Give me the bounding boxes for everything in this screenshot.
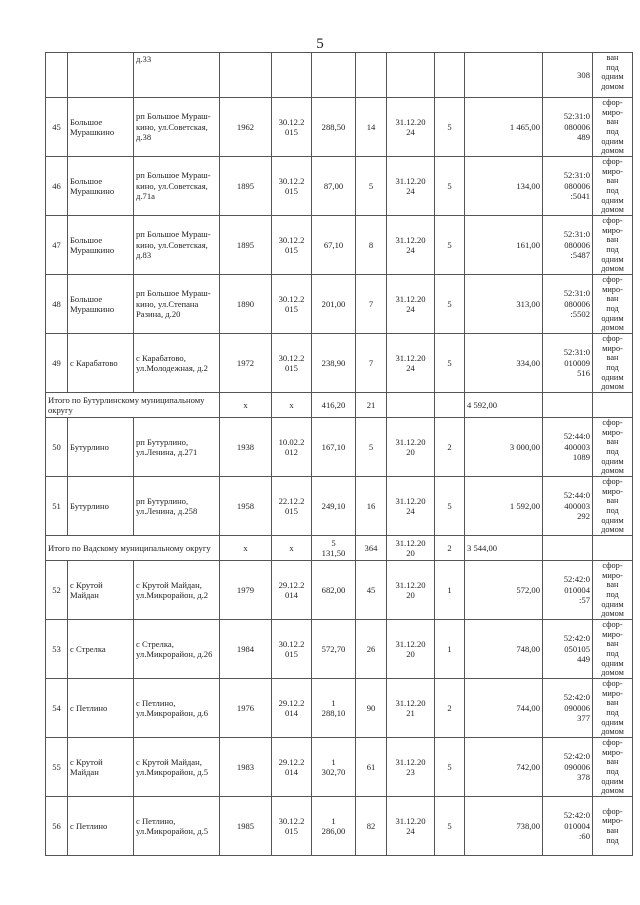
amount-cell: 748,00 xyxy=(465,620,543,679)
note-cell: сфор- миро- ван под xyxy=(593,797,633,856)
settlement-cell: Большое Мурашкино xyxy=(68,157,134,216)
deadline-cell: 31.12.20 24 xyxy=(387,157,435,216)
row-number: 53 xyxy=(46,620,68,679)
deadline-cell: 31.12.20 20 xyxy=(387,620,435,679)
stage-cell: 5 xyxy=(435,797,465,856)
date-cell: 30.12.2 015 xyxy=(272,275,312,334)
settlement-cell: Большое Мурашкино xyxy=(68,275,134,334)
year-cell: 1972 xyxy=(220,334,272,393)
total-residents: 21 xyxy=(356,393,387,418)
residents-cell: 7 xyxy=(356,334,387,393)
cadastral-cell: 52:42:0 010004 :57 xyxy=(543,561,593,620)
residents-cell: 61 xyxy=(356,738,387,797)
area-cell: 67,10 xyxy=(312,216,356,275)
residents-cell: 26 xyxy=(356,620,387,679)
date-cell: 10.02.2 012 xyxy=(272,418,312,477)
date-cell: 29.12.2 014 xyxy=(272,738,312,797)
table-row xyxy=(46,561,633,620)
residents-cell: 7 xyxy=(356,275,387,334)
cadastral-cell: 52:31:0 080006 :5041 xyxy=(543,157,593,216)
table-row xyxy=(46,477,633,536)
year-cell: 1890 xyxy=(220,275,272,334)
cadastral-cell: 52:42:0 050105 449 xyxy=(543,620,593,679)
total-row xyxy=(46,393,633,418)
deadline-cell: 31.12.20 24 xyxy=(387,797,435,856)
table-row xyxy=(46,334,633,393)
residents-cell: 45 xyxy=(356,561,387,620)
address-cell: с Крутой Майдан, ул.Микрорайон, д.2 xyxy=(134,561,220,620)
year-cell: 1895 xyxy=(220,216,272,275)
residents-cell: 8 xyxy=(356,216,387,275)
residents-cell: 14 xyxy=(356,98,387,157)
cadastral-cell: 52:42:0 090006 378 xyxy=(543,738,593,797)
total-amount: 3 544,00 xyxy=(465,536,543,561)
year-cell: 1984 xyxy=(220,620,272,679)
address-cell: с Петлино, ул.Микрорайон, д.5 xyxy=(134,797,220,856)
stage-cell: 5 xyxy=(435,157,465,216)
address-cell: с Петлино, ул.Микрорайон, д.6 xyxy=(134,679,220,738)
cadastral-cell: 52:31:0 080006 :5487 xyxy=(543,216,593,275)
row-number: 51 xyxy=(46,477,68,536)
row-number: 50 xyxy=(46,418,68,477)
amount-cell: 3 000,00 xyxy=(465,418,543,477)
cadastral-cell: 52:44:0 400003 1089 xyxy=(543,418,593,477)
deadline-cell: 31.12.20 21 xyxy=(387,679,435,738)
deadline-cell: 31.12.20 24 xyxy=(387,334,435,393)
stage-cell: 5 xyxy=(435,477,465,536)
stage-cell: 5 xyxy=(435,738,465,797)
amount-cell: 1 465,00 xyxy=(465,98,543,157)
table-row xyxy=(46,418,633,477)
year-cell: 1958 xyxy=(220,477,272,536)
area-cell: 1 302,70 xyxy=(312,738,356,797)
stage-cell: 5 xyxy=(435,216,465,275)
note-cell: сфор- миро- ван под одним домом xyxy=(593,334,633,393)
table-row xyxy=(46,53,633,98)
settlement-cell: с Петлино xyxy=(68,679,134,738)
cadastral-cell: 52:31:0 080006 :5502 xyxy=(543,275,593,334)
residents-cell: 16 xyxy=(356,477,387,536)
date-cell: 30.12.2 015 xyxy=(272,216,312,275)
area-cell: 167,10 xyxy=(312,418,356,477)
area-cell: 572,70 xyxy=(312,620,356,679)
address-cell: рп Бутурлино, ул.Ленина, д.271 xyxy=(134,418,220,477)
area-cell: 238,90 xyxy=(312,334,356,393)
total-x: х xyxy=(272,536,312,561)
total-x: х xyxy=(220,393,272,418)
settlement-cell: с Петлино xyxy=(68,797,134,856)
deadline-cell: 31.12.20 24 xyxy=(387,275,435,334)
table-row xyxy=(46,679,633,738)
total-label: Итого по Бутурлинскому муниципальному округу xyxy=(46,393,220,418)
amount-cell: 161,00 xyxy=(465,216,543,275)
amount-cell: 313,00 xyxy=(465,275,543,334)
note-cell: сфор- миро- ван под одним домом xyxy=(593,679,633,738)
address-cell: рп Большое Мураш- кино, ул.Советская, д.38 xyxy=(134,98,220,157)
address-cell: рп Большое Мураш- кино, ул.Советская, д.71а xyxy=(134,157,220,216)
row-number: 48 xyxy=(46,275,68,334)
stage-cell: 2 xyxy=(435,679,465,738)
table-body xyxy=(46,53,633,856)
deadline-cell: 31.12.20 23 xyxy=(387,738,435,797)
settlement-cell: Большое Мурашкино xyxy=(68,98,134,157)
year-cell: 1938 xyxy=(220,418,272,477)
note-cell: сфор- миро- ван под одним домом xyxy=(593,477,633,536)
amount-cell: 134,00 xyxy=(465,157,543,216)
stage-cell: 5 xyxy=(435,98,465,157)
stage-cell: 5 xyxy=(435,275,465,334)
note-cell: ван под одним домом xyxy=(593,53,633,98)
total-row xyxy=(46,536,633,561)
settlement-cell: с Стрелка xyxy=(68,620,134,679)
address-cell: д.33 xyxy=(134,53,220,98)
address-cell: рп Бутурлино, ул.Ленина, д.258 xyxy=(134,477,220,536)
deadline-cell: 31.12.20 20 xyxy=(387,561,435,620)
table-row xyxy=(46,275,633,334)
note-cell: сфор- миро- ван под одним домом xyxy=(593,216,633,275)
row-number: 55 xyxy=(46,738,68,797)
settlement-cell: Бутурлино xyxy=(68,418,134,477)
total-area: 416,20 xyxy=(312,393,356,418)
residents-cell: 90 xyxy=(356,679,387,738)
year-cell: 1983 xyxy=(220,738,272,797)
deadline-cell: 31.12.20 24 xyxy=(387,98,435,157)
area-cell: 288,50 xyxy=(312,98,356,157)
cadastral-cell: 308 xyxy=(543,53,593,98)
amount-cell: 1 592,00 xyxy=(465,477,543,536)
deadline-cell: 31.12.20 24 xyxy=(387,216,435,275)
date-cell: 30.12.2 015 xyxy=(272,157,312,216)
year-cell: 1979 xyxy=(220,561,272,620)
cadastral-cell: 52:42:0 090006 377 xyxy=(543,679,593,738)
row-number: 52 xyxy=(46,561,68,620)
total-deadline: 31.12.20 20 xyxy=(387,536,435,561)
settlement-cell: с Крутой Майдан xyxy=(68,561,134,620)
table-row xyxy=(46,216,633,275)
area-cell: 1 286,00 xyxy=(312,797,356,856)
note-cell: сфор- миро- ван под одним домом xyxy=(593,561,633,620)
total-label: Итого по Вадскому муниципальному округу xyxy=(46,536,220,561)
stage-cell: 5 xyxy=(435,334,465,393)
row-number: 46 xyxy=(46,157,68,216)
area-cell: 201,00 xyxy=(312,275,356,334)
date-cell: 29.12.2 014 xyxy=(272,561,312,620)
cadastral-cell: 52:31:0 080006 489 xyxy=(543,98,593,157)
area-cell: 1 288,10 xyxy=(312,679,356,738)
stage-cell: 2 xyxy=(435,418,465,477)
residents-cell: 5 xyxy=(356,418,387,477)
deadline-cell: 31.12.20 20 xyxy=(387,418,435,477)
cadastral-cell: 52:44:0 400003 292 xyxy=(543,477,593,536)
address-cell: рп Большое Мураш- кино, ул.Советская, д.83 xyxy=(134,216,220,275)
total-area: 5 131,50 xyxy=(312,536,356,561)
housing-table xyxy=(45,52,633,856)
table-row xyxy=(46,797,633,856)
stage-cell: 1 xyxy=(435,561,465,620)
amount-cell: 744,00 xyxy=(465,679,543,738)
table-row xyxy=(46,620,633,679)
address-cell: рп Большое Мураш- кино, ул.Степана Разина, д.20 xyxy=(134,275,220,334)
settlement-cell: с Крутой Майдан xyxy=(68,738,134,797)
row-number: 54 xyxy=(46,679,68,738)
table-row xyxy=(46,157,633,216)
note-cell: сфор- миро- ван под одним домом xyxy=(593,620,633,679)
row-number: 47 xyxy=(46,216,68,275)
total-x: х xyxy=(220,536,272,561)
table-row xyxy=(46,738,633,797)
amount-cell: 334,00 xyxy=(465,334,543,393)
amount-cell: 742,00 xyxy=(465,738,543,797)
date-cell: 30.12.2 015 xyxy=(272,620,312,679)
date-cell: 30.12.2 015 xyxy=(272,797,312,856)
row-number: 49 xyxy=(46,334,68,393)
stage-cell: 1 xyxy=(435,620,465,679)
settlement-cell: Бутурлино xyxy=(68,477,134,536)
cadastral-cell: 52:42:0 010004 :60 xyxy=(543,797,593,856)
row-number: 45 xyxy=(46,98,68,157)
amount-cell: 572,00 xyxy=(465,561,543,620)
year-cell: 1895 xyxy=(220,157,272,216)
residents-cell: 82 xyxy=(356,797,387,856)
settlement-cell: с Карабатово xyxy=(68,334,134,393)
note-cell: сфор- миро- ван под одним домом xyxy=(593,275,633,334)
date-cell: 29.12.2 014 xyxy=(272,679,312,738)
row-number: 56 xyxy=(46,797,68,856)
address-cell: с Стрелка, ул.Микрорайон, д.26 xyxy=(134,620,220,679)
year-cell: 1976 xyxy=(220,679,272,738)
note-cell: сфор- миро- ван под одним домом xyxy=(593,418,633,477)
year-cell: 1962 xyxy=(220,98,272,157)
total-amount: 4 592,00 xyxy=(465,393,543,418)
area-cell: 682,00 xyxy=(312,561,356,620)
deadline-cell: 31.12.20 24 xyxy=(387,477,435,536)
note-cell: сфор- миро- ван под одним домом xyxy=(593,157,633,216)
total-residents: 364 xyxy=(356,536,387,561)
settlement-cell: Большое Мурашкино xyxy=(68,216,134,275)
note-cell: сфор- миро- ван под одним домом xyxy=(593,98,633,157)
date-cell: 22.12.2 015 xyxy=(272,477,312,536)
note-cell: сфор- миро- ван под одним домом xyxy=(593,738,633,797)
table-row xyxy=(46,98,633,157)
total-x: х xyxy=(272,393,312,418)
amount-cell: 738,00 xyxy=(465,797,543,856)
date-cell: 30.12.2 015 xyxy=(272,334,312,393)
page-number: 5 xyxy=(316,36,324,52)
cadastral-cell: 52:31:0 010009 516 xyxy=(543,334,593,393)
address-cell: с Крутой Майдан, ул.Микрорайон, д.5 xyxy=(134,738,220,797)
address-cell: с Карабатово, ул.Молодежная, д.2 xyxy=(134,334,220,393)
date-cell: 30.12.2 015 xyxy=(272,98,312,157)
total-stage: 2 xyxy=(435,536,465,561)
year-cell: 1985 xyxy=(220,797,272,856)
area-cell: 249,10 xyxy=(312,477,356,536)
residents-cell: 5 xyxy=(356,157,387,216)
area-cell: 87,00 xyxy=(312,157,356,216)
total-deadline xyxy=(387,393,435,418)
total-stage xyxy=(435,393,465,418)
